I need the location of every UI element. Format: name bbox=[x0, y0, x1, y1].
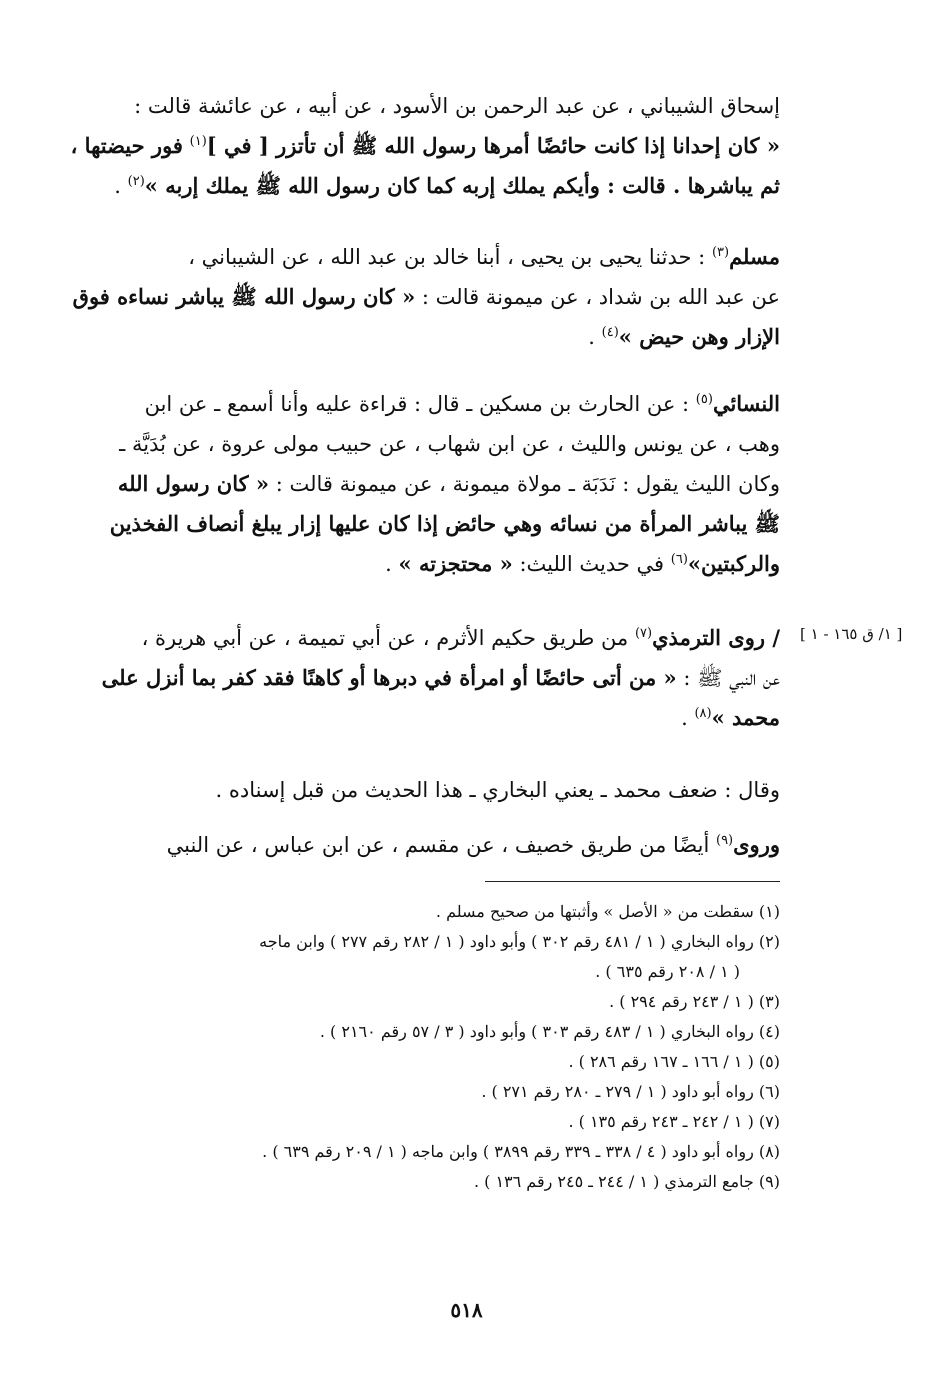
hadith-quote: « كان إحدانا إذا كانت حائضًا أمرها رسول الله ﷺ أن تأتزر [ في ] bbox=[206, 133, 780, 158]
paragraph-3-line-4 bbox=[40, 504, 780, 544]
period: . bbox=[114, 174, 121, 198]
footnote-9: (٩) جامع الترمذي ( ١ / ٢٤٤ ـ ٢٤٥ رقم ١٣٦ ) . bbox=[473, 1172, 780, 1191]
hadith-quote-end: والركبتين» bbox=[687, 551, 780, 576]
page-number: ٥١٨ bbox=[450, 1298, 483, 1322]
paragraph-1-line-1: إسحاق الشيباني ، عن عبد الرحمن بن الأسود ، عن أبيه ، عن عائشة قالت : bbox=[134, 94, 780, 118]
paragraph-2-line-1 bbox=[40, 237, 780, 277]
paragraph-1-line-2 bbox=[40, 126, 780, 166]
period: . bbox=[681, 706, 688, 730]
hadith-quote-cont: ﷺ يباشر المرأة من نسائه وهي حائض إذا كان عليها إزار يبلغ أنصاف الفخذين bbox=[109, 511, 780, 536]
paragraph-2-line-3 bbox=[40, 317, 780, 357]
footnote-5: (٥) ( ١ / ١٦٦ ـ ١٦٧ رقم ٢٨٦ ) . bbox=[568, 1052, 780, 1071]
footnote-ref-4: (٤) bbox=[601, 325, 619, 340]
source-nasai: النسائي bbox=[712, 391, 780, 416]
isnad-text: وكان الليث يقول : نَدَبَة ـ مولاة ميمونة ، عن ميمونة قالت : bbox=[275, 472, 780, 496]
footnote-ref-6: (٦) bbox=[670, 552, 688, 567]
isnad-text: : حدثنا يحيى بن يحيى ، أبنا خالد بن عبد الله ، عن الشيباني ، bbox=[188, 245, 706, 269]
isnad-text: أيضًا من طريق خصيف ، عن مقسم ، عن ابن عباس ، عن النبي bbox=[166, 833, 710, 857]
isnad-text: من طريق حكيم الأثرم ، عن أبي تميمة ، عن أبي هريرة ، bbox=[141, 626, 629, 650]
footnote-ref-2: (٢) bbox=[127, 174, 145, 189]
period: . bbox=[588, 325, 595, 349]
hadith-quote-end: ثم يباشرها . قالت : وأيكم يملك إربه كما كان رسول الله ﷺ يملك إربه » bbox=[144, 173, 780, 198]
footnote-ref-8: (٨) bbox=[694, 706, 712, 721]
footnote-2: (٢) رواه البخاري ( ١ / ٤٨١ رقم ٣٠٢ ) وأبو داود ( ١ / ٢٨٢ رقم ٢٧٧ ) وابن ماجه bbox=[259, 932, 780, 951]
paragraph-5-line-1: وقال : ضعف محمد ـ يعني البخاري ـ هذا الحديث من قبل إسناده . bbox=[215, 778, 780, 802]
manuscript-margin-note: [ ١/ ق ١٦٥ - ١ ] bbox=[800, 625, 903, 643]
footnote-6: (٦) رواه أبو داود ( ١ / ٢٧٩ ـ ٢٨٠ رقم ٢٧١ ) . bbox=[481, 1082, 780, 1101]
quoted-word: « محتجزته » bbox=[398, 551, 513, 576]
paragraph-3-line-1 bbox=[40, 384, 780, 424]
paragraph-3-line-5 bbox=[40, 544, 780, 584]
footnote-7: (٧) ( ١ / ٢٤٢ ـ ٢٤٣ رقم ١٣٥ ) . bbox=[568, 1112, 780, 1131]
paragraph-1 bbox=[40, 86, 780, 206]
footnote-ref-7: (٧) bbox=[634, 626, 653, 641]
source-tirmidhi: / روى الترمذي bbox=[652, 625, 780, 650]
isnad-text: عن النبي ﷺ : bbox=[683, 666, 780, 690]
paragraph-6 bbox=[40, 825, 780, 865]
paragraph-5 bbox=[40, 770, 780, 810]
paragraph-2 bbox=[40, 237, 780, 357]
footnote-ref-3: (٣) bbox=[711, 245, 730, 260]
footnote-3: (٣) ( ١ / ٢٤٣ رقم ٢٩٤ ) . bbox=[609, 992, 780, 1011]
footnote-1: (١) سقطت من « الأصل » وأثبتها من صحيح مسلم . bbox=[435, 902, 780, 921]
paragraph-3-line-2: وهب ، عن يونس والليث ، عن ابن شهاب ، عن حبيب مولى عروة ، عن بُدَيَّة ـ bbox=[119, 432, 780, 456]
hadith-quote-cont: فور حيضتها ، bbox=[70, 133, 183, 158]
footnote-divider bbox=[485, 881, 780, 882]
paragraph-1-line-3 bbox=[40, 166, 780, 206]
narration-verb: وروى bbox=[733, 832, 780, 857]
paragraph-4-line-1 bbox=[40, 618, 780, 658]
paragraph-3 bbox=[40, 384, 780, 584]
footnote-2-cont: ( ١ / ٢٠٨ رقم ٦٣٥ ) . bbox=[595, 962, 740, 981]
hadith-quote-end: الإزار وهن حيض » bbox=[618, 324, 780, 349]
footnote-ref-1: (١) bbox=[189, 134, 207, 149]
footnote-ref-9: (٩) bbox=[715, 833, 734, 848]
isnad-text: عن عبد الله بن شداد ، عن ميمونة قالت : bbox=[421, 285, 780, 309]
paragraph-4 bbox=[40, 618, 780, 738]
narration-note: في حديث الليث: bbox=[519, 552, 665, 576]
hadith-quote-end: محمد » bbox=[711, 705, 780, 730]
footnote-ref-5: (٥) bbox=[695, 392, 713, 407]
isnad-text: : عن الحارث بن مسكين ـ قال : قراءة عليه وأنا أسمع ـ عن ابن bbox=[144, 392, 690, 416]
footnote-8: (٨) رواه أبو داود ( ٤ / ٣٣٨ ـ ٣٣٩ رقم ٣٨٩٩ ) وابن ماجه ( ١ / ٢٠٩ رقم ٦٣٩ ) . bbox=[262, 1142, 780, 1161]
paragraph-4-line-2 bbox=[40, 658, 780, 698]
paragraph-4-line-3 bbox=[40, 698, 780, 738]
paragraph-3-line-3 bbox=[40, 464, 780, 504]
footnote-4: (٤) رواه البخاري ( ١ / ٤٨٣ رقم ٣٠٣ ) وأبو داود ( ٣ / ٥٧ رقم ٢١٦٠ ) . bbox=[319, 1022, 780, 1041]
footnotes bbox=[40, 897, 780, 1197]
period: . bbox=[385, 552, 392, 576]
hadith-quote: « من أتى حائضًا أو امرأة في دبرها أو كاهنًا فقد كفر بما أنزل على bbox=[101, 665, 677, 690]
hadith-quote: « كان رسول الله ﷺ يباشر نساءه فوق bbox=[72, 284, 416, 309]
paragraph-2-line-2 bbox=[40, 277, 780, 317]
paragraph-6-line-1 bbox=[40, 825, 780, 865]
hadith-quote: « كان رسول الله bbox=[117, 471, 270, 496]
source-muslim: مسلم bbox=[729, 244, 780, 269]
